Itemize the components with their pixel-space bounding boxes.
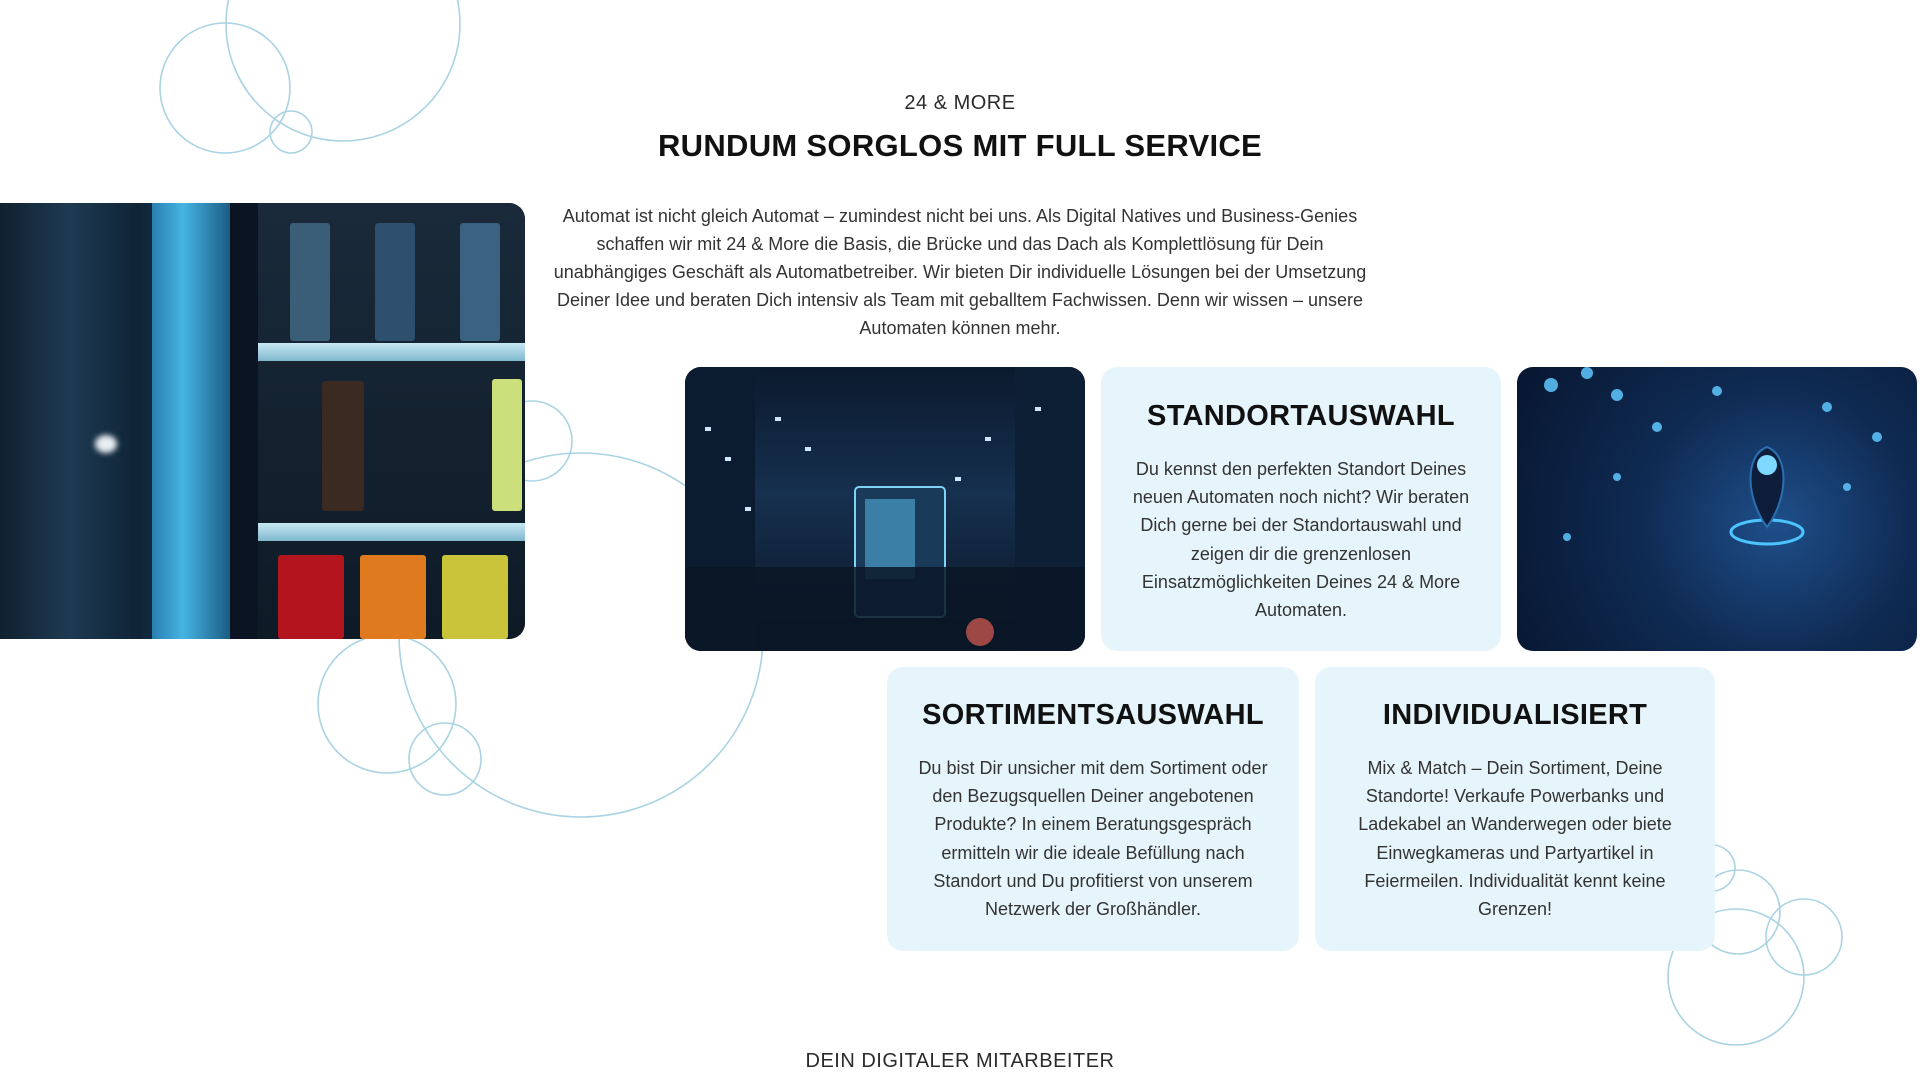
- card-standortauswahl-text: Du kennst den perfekten Standort Deines neuen Automaten noch nicht? Wir beraten Dich gerne bei der Standortauswahl und zeigen dir die grenzenlosen Einsatzmöglichkeiten Deines 24 & More Automaten.: [1132, 459, 1470, 621]
- section-intro: Automat ist nicht gleich Automat – zumindest nicht bei uns. Als Digital Natives und Business-Genies schaffen wir mit 24 & More die Basis, die Brücke und das Dach als Komplettlösung für Dein unabhängiges Geschäft als Automatbetreiber. Wir bieten Dir individuelle Lösungen bei der Umsetzung Deiner Idee und beraten Dich intensiv als Team mit geballtem Fachwissen. Denn wir wissen – unsere Automaten können mehr.: [553, 206, 1367, 338]
- section-eyebrow: 24 & MORE: [904, 92, 1016, 114]
- card-sortimentsauswahl: [887, 667, 1299, 951]
- card-sortimentsauswahl-text: Du bist Dir unsicher mit dem Sortiment oder den Bezugsquellen Deiner angebotenen Produkte? In einem Beratungsgespräch ermitteln wir die ideale Befüllung nach Standort und Du profitierst von unserem Netzwerk der Großhändler.: [918, 758, 1268, 920]
- card-standortauswahl: [1101, 367, 1501, 651]
- section-title: RUNDUM SORGLOS MIT FULL SERVICE: [657, 128, 1263, 163]
- card-standortauswahl-title: STANDORTAUSWAHL: [1147, 400, 1455, 432]
- card-individualisiert: [1315, 667, 1715, 951]
- card-individualisiert-text: Mix & Match – Dein Sortiment, Deine Standorte! Verkaufe Powerbanks und Ladekabel an Wanderwegen oder biete Einwegkameras und Partyartikel in Feiermeilen. Individualität kennt keine Grenzen!: [1358, 758, 1672, 920]
- vending-machine-photo: [0, 203, 525, 639]
- next-section-eyebrow: DEIN DIGITALER MITARBEITER: [805, 1050, 1115, 1072]
- card-individualisiert-title: INDIVIDUALISIERT: [1382, 699, 1648, 731]
- map-location-photo: [1517, 367, 1917, 651]
- city-vending-photo: [685, 367, 1085, 651]
- card-sortimentsauswahl-title: SORTIMENTSAUSWAHL: [922, 699, 1264, 731]
